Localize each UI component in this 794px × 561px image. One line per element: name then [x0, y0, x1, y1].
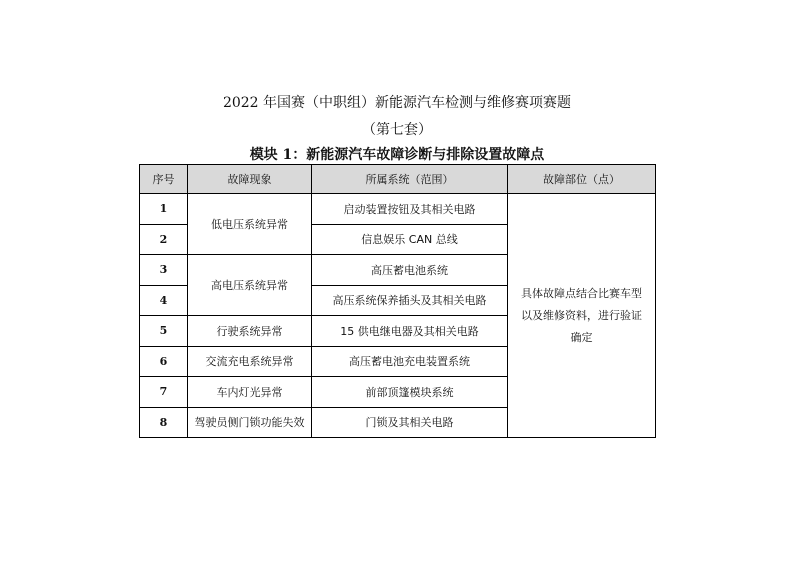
row-system: 高压系统保养插头及其相关电路	[312, 285, 508, 316]
fault-location-note: 具体故障点结合比赛车型以及维修资料，进行验证确定	[508, 194, 656, 438]
row-system: 高压蓄电池系统	[312, 255, 508, 286]
fault-table	[139, 164, 656, 438]
row-symptom: 交流充电系统异常	[188, 346, 312, 377]
row-index: 1	[140, 194, 188, 225]
module-heading: 模块 1：新能源汽车故障诊断与排除设置故障点	[249, 147, 545, 163]
row-index: 7	[140, 377, 188, 408]
header-location: 故障部位（点）	[508, 165, 656, 194]
row-index: 4	[140, 285, 188, 316]
row-index: 3	[140, 255, 188, 286]
row-symptom: 行驶系统异常	[188, 316, 312, 347]
row-system: 15 供电继电器及其相关电路	[312, 316, 508, 347]
row-symptom: 高电压系统异常	[188, 255, 312, 316]
row-symptom: 驾驶员侧门锁功能失效	[188, 407, 312, 438]
row-system: 信息娱乐 CAN 总线	[312, 224, 508, 255]
row-index: 6	[140, 346, 188, 377]
row-system: 高压蓄电池充电装置系统	[312, 346, 508, 377]
header-index: 序号	[140, 165, 188, 194]
header-symptom: 故障现象	[188, 165, 312, 194]
row-index: 5	[140, 316, 188, 347]
row-system: 门锁及其相关电路	[312, 407, 508, 438]
row-symptom: 低电压系统异常	[188, 194, 312, 255]
header-system: 所属系统（范围）	[312, 165, 508, 194]
document-subtitle: （第七套）	[362, 122, 432, 138]
table-row	[140, 194, 656, 225]
row-system: 启动装置按钮及其相关电路	[312, 194, 508, 225]
row-system: 前部顶篷模块系统	[312, 377, 508, 408]
row-index: 2	[140, 224, 188, 255]
document-title: 2022 年国赛（中职组）新能源汽车检测与维修赛项赛题	[222, 95, 572, 111]
row-index: 8	[140, 407, 188, 438]
table-header-row	[140, 165, 656, 194]
row-symptom: 车内灯光异常	[188, 377, 312, 408]
